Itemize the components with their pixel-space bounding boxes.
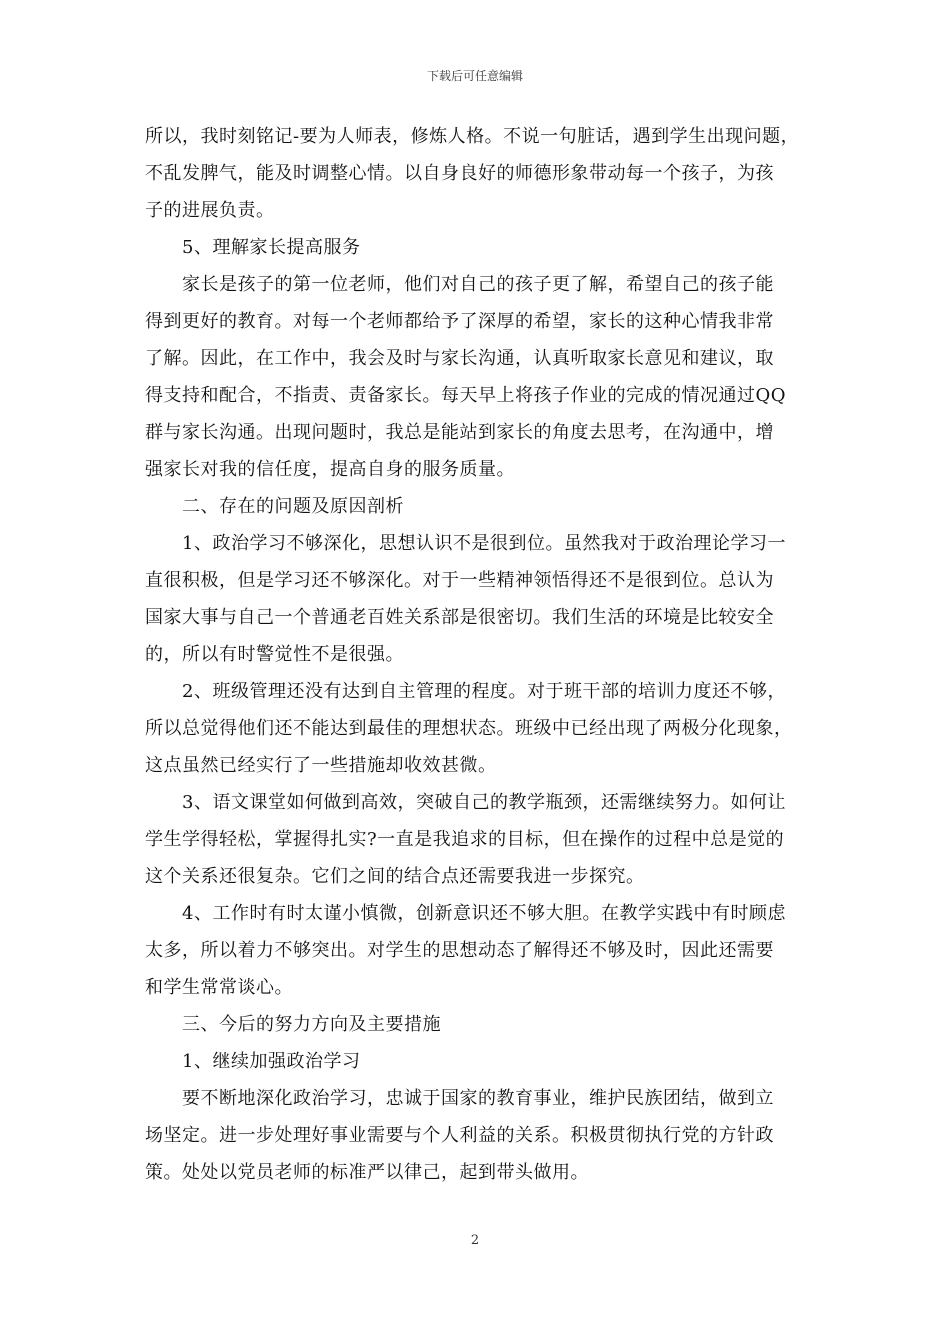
section-heading: 二、存在的问题及原因剖析 — [182, 496, 404, 517]
section-heading: 三、今后的努力方向及主要措施 — [182, 1014, 441, 1035]
text-line: 和学生常常谈心。 — [145, 977, 293, 998]
text-line: 场坚定。进一步处理好事业需要与个人利益的关系。积极贯彻执行党的方针政 — [145, 1125, 774, 1146]
text-line: 1、政治学习不够深化，思想认识不是很到位。虽然我对于政治理论学习一 — [182, 533, 786, 554]
text-line: 所以总觉得他们还不能达到最佳的理想状态。班级中已经出现了两极分化现象， — [145, 718, 793, 739]
text-line: 的，所以有时警觉性不是很强。 — [145, 644, 404, 665]
text-line: 太多，所以着力不够突出。对学生的思想动态了解得还不够及时，因此还需要 — [145, 940, 774, 961]
text-line: 家长是孩子的第一位老师，他们对自己的孩子更了解，希望自己的孩子能 — [182, 274, 774, 295]
text-line: 强家长对我的信任度，提高自身的服务质量。 — [145, 459, 515, 480]
text-line: 4、工作时有时太谨小慎微，创新意识还不够大胆。在教学实践中有时顾虑 — [182, 903, 786, 924]
page-header: 下载后可任意编辑 — [426, 69, 523, 83]
text-line: 群与家长沟通。出现问题时，我总是能站到家长的角度去思考，在沟通中，增 — [145, 422, 774, 443]
text-line: 国家大事与自己一个普通老百姓关系部是很密切。我们生活的环境是比较安全 — [145, 607, 774, 628]
text-line: 这个关系还很复杂。它们之间的结合点还需要我进一步探究。 — [145, 866, 645, 887]
text-line: 不乱发脾气，能及时调整心情。以自身良好的师德形象带动每一个孩子，为孩 — [145, 163, 774, 184]
text-line: 策。处处以党员老师的标准严以律己，起到带头做用。 — [145, 1162, 589, 1183]
page-number: 2 — [470, 1233, 480, 1248]
document-body — [145, 118, 805, 1191]
text-line: 3、语文课堂如何做到高效，突破自己的教学瓶颈，还需继续努力。如何让 — [182, 792, 786, 813]
text-line: 这点虽然已经实行了一些措施却收效甚微。 — [145, 755, 497, 776]
text-line: 子的进展负责。 — [145, 200, 275, 221]
section-heading: 1、继续加强政治学习 — [182, 1051, 361, 1072]
text-line: 得支持和配合，不指责、责备家长。每天早上将孩子作业的完成的情况通过QQ — [145, 385, 787, 406]
text-line: 得到更好的教育。对每一个老师都给予了深厚的希望，家长的这种心情我非常 — [145, 311, 774, 332]
section-heading: 5、理解家长提高服务 — [182, 237, 361, 258]
text-line: 直很积极，但是学习还不够深化。对于一些精神领悟得还不是很到位。总认为 — [145, 570, 774, 591]
text-line: 要不断地深化政治学习，忠诚于国家的教育事业，维护民族团结，做到立 — [182, 1088, 774, 1109]
text-line: 了解。因此，在工作中，我会及时与家长沟通，认真听取家长意见和建议，取 — [145, 348, 774, 369]
text-line: 所以，我时刻铭记-要为人师表，修炼人格。不说一句脏话，遇到学生出现问题， — [145, 126, 800, 147]
text-line: 学生学得轻松，掌握得扎实?一直是我追求的目标，但在操作的过程中总是觉的 — [145, 829, 785, 850]
text-line: 2、班级管理还没有达到自主管理的程度。对于班干部的培训力度还不够， — [182, 681, 786, 702]
